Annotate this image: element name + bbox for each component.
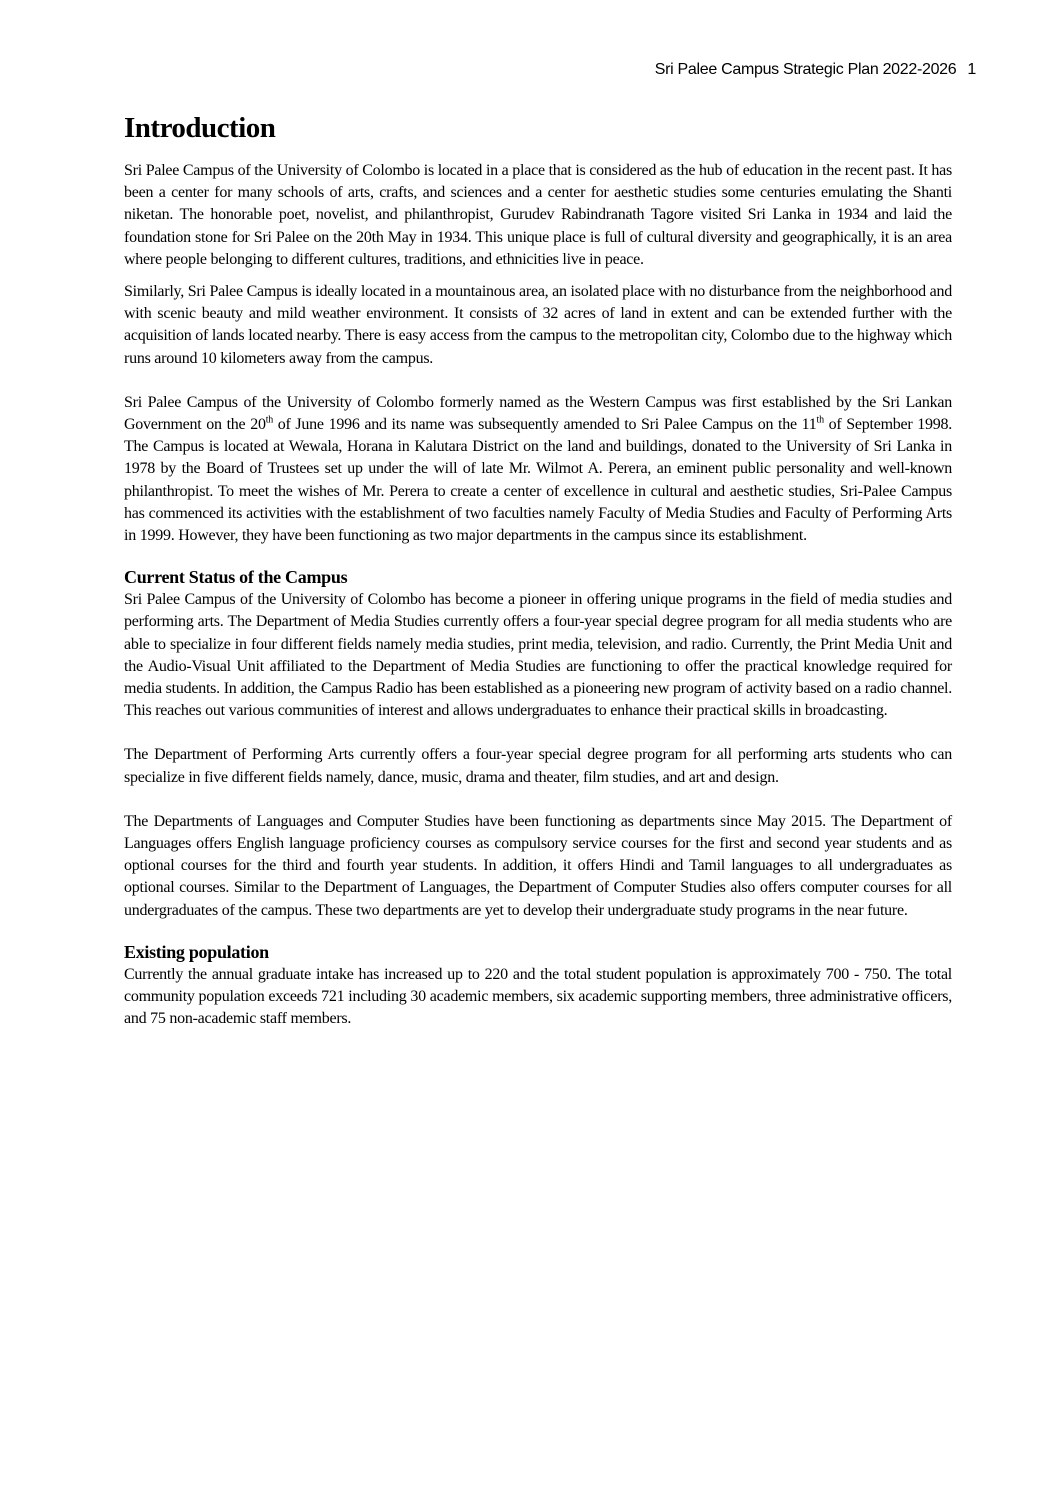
- intro-paragraph-history: Sri Palee Campus of the University of Colombo formerly named as the Western Campus was first established by the Sri Lankan Government on the 20th of June 1996 and its name was subsequently amended to Sri Palee Campus on the 11th of September 1998. The Campus is located at Wewala, Horana in Kalutara District on the land and buildings, donated to the University of Sri Lanka in 1978 by the Board of Trustees set up under the will of late Mr. Wilmot A. Perera, an eminent public personality and well-known philanthropist. To meet the wishes of Mr. Perera to create a center of excellence in cultural and aesthetic studies, Sri-Palee Campus has commenced its activities with the establishment of two faculties namely Faculty of Media Studies and Faculty of Performing Arts in 1999. However, they have been functioning as two major departments in the campus since its establishment.: [124, 393, 953, 545]
- section-heading-existing-population: Existing population: [124, 941, 269, 962]
- section-heading-introduction: Introduction: [124, 112, 276, 144]
- status-paragraph-media: Sri Palee Campus of the University of Colombo has become a pioneer in offering unique programs in the field of media studies and performing arts. The Department of Media Studies currently offers a four-year special degree program for all media students who are able to specialize in four different fields namely media studies, print media, television, and radio. Currently, the Print Media Unit and the Audio-Visual Unit affiliated to the Department of Media Studies are functioning to offer the practical knowledge required for media students. In addition, the Campus Radio has been established as a pioneering new program of activity based on a radio channel. This reaches out various communities of interest and allows undergraduates to enhance their practical skills in broadcasting.: [124, 591, 952, 720]
- page-body: [124, 110, 952, 1031]
- intro-paragraph-2: Similarly, Sri Palee Campus is ideally located in a mountainous area, an isolated place with no disturbance from the neighborhood and with scenic beauty and mild weather environment. It consists of 32 acres of land in extent and can be extended further with the acquisition of lands located nearby. There is easy access from the campus to the metropolitan city, Colombo due to the highway which runs around 10 kilometers away from the campus.: [124, 283, 952, 367]
- status-paragraph-performing-arts: The Department of Performing Arts currently offers a four-year special degree program for all performing arts students who can specialize in five different fields namely, dance, music, drama and theater, film studies, and art and design.: [124, 746, 952, 786]
- population-paragraph: Currently the annual graduate intake has increased up to 220 and the total student population is approximately 700 - 750. The total community population exceeds 721 including 30 academic members, six academic supporting members, three administrative officers, and 75 non-academic staff members.: [124, 965, 952, 1028]
- running-header: [655, 61, 976, 79]
- intro-paragraph-1: Sri Palee Campus of the University of Colombo is located in a place that is considered as the hub of education in the recent past. It has been a center for many schools of arts, crafts, and sciences and a center for aesthetic studies some centuries emulating the Shanti niketan. The honorable poet, novelist, and philanthropist, Gurudev Rabindranath Tagore visited Sri Lanka in 1934 and laid the foundation stone for Sri Palee on the 20th May in 1934. This unique place is full of cultural diversity and geographically, it is an area where people belonging to different cultures, traditions, and ethnicities live in peace.: [124, 162, 952, 268]
- status-paragraph-languages-computing: The Departments of Languages and Computer Studies have been functioning as departments since May 2015. The Department of Languages offers English language proficiency courses as compulsory service courses for the first and second year students and as optional courses for the third and fourth year students. In addition, it offers Hindi and Tamil languages to all undergraduates as optional courses. Similar to the Department of Languages, the Department of Computer Studies also offers computer courses for all undergraduates of the campus. These two departments are yet to develop their undergraduate study programs in the near future.: [124, 812, 952, 919]
- page-number: 1: [967, 61, 976, 78]
- section-heading-current-status: Current Status of the Campus: [124, 567, 348, 588]
- running-title: Sri Palee Campus Strategic Plan 2022-2026: [654, 61, 957, 78]
